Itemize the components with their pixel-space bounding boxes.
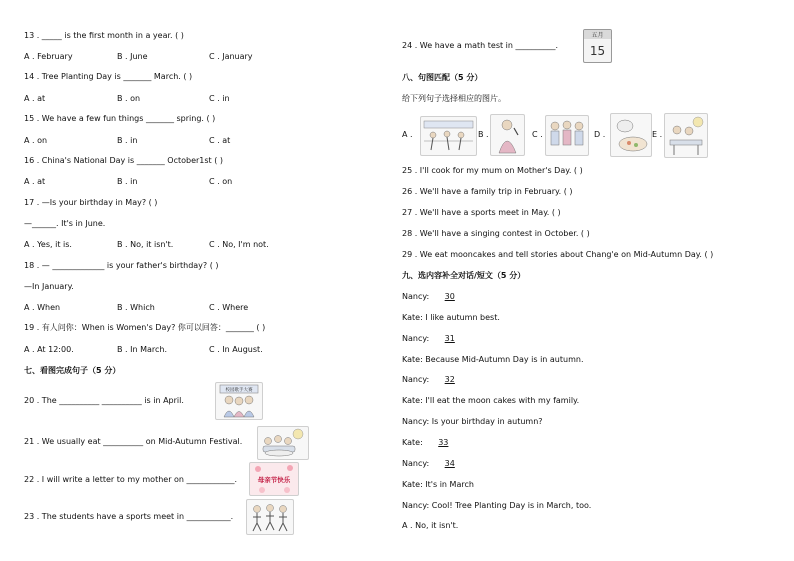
speaker-nancy: Nancy: xyxy=(402,334,430,343)
question-24: 24 . We have a math test in __________. xyxy=(402,41,559,50)
sports-meet-picture xyxy=(246,499,294,535)
calendar-day: 15 xyxy=(589,44,606,58)
dialogue-line: Kate: I'll eat the moon cakes with my family. xyxy=(402,396,580,405)
question-14: 14 . Tree Planting Day is _______ March. ( ) xyxy=(24,72,193,81)
dialogue-line: Kate: It's in March xyxy=(402,480,474,489)
q16-option-c: C . on xyxy=(209,177,233,186)
picture-d-cooking xyxy=(610,113,652,157)
answer-option-a: A . No, it isn't. xyxy=(402,521,459,530)
question-15: 15 . We have a few fun things _______ spring. ( ) xyxy=(24,114,216,123)
dialogue-line-30 xyxy=(402,291,468,302)
dialogue-line: Nancy: Cool! Tree Planting Day is in March, too. xyxy=(402,501,592,510)
q18-option-a: A . When xyxy=(24,303,61,312)
question-25: 25 . I'll cook for my mum on Mother's Day. ( ) xyxy=(402,166,583,175)
blank-32: 32 xyxy=(444,375,455,384)
picture-label-a: A . xyxy=(402,130,413,139)
q15-option-c: C . at xyxy=(209,136,231,145)
speaker-nancy: Nancy: xyxy=(402,292,430,301)
question-17-reply: —______. It's in June. xyxy=(24,219,106,228)
dialogue-line-31 xyxy=(402,333,468,344)
picture-label-e: E . xyxy=(652,130,663,139)
section-8-heading: 八、句图匹配（5 分） xyxy=(402,73,483,82)
section-7-heading: 七、看图完成句子（5 分） xyxy=(24,366,121,375)
question-26: 26 . We'll have a family trip in February. ( ) xyxy=(402,187,573,196)
dialogue-line-33 xyxy=(402,437,461,448)
q13-option-b: B . June xyxy=(117,52,148,61)
q17-option-a: A . Yes, it is. xyxy=(24,240,72,249)
mid-autumn-family-picture xyxy=(257,426,309,460)
singer-contest-picture xyxy=(215,382,263,420)
speaker-kate: Kate: xyxy=(402,438,423,447)
dialogue-line: Nancy: Is your birthday in autumn? xyxy=(402,417,543,426)
q19-option-a: A . At 12:00. xyxy=(24,345,74,354)
speaker-nancy: Nancy: xyxy=(402,375,430,384)
q19-option-c: C . In August. xyxy=(209,345,263,354)
speaker-nancy: Nancy: xyxy=(402,459,430,468)
picture-b-singing xyxy=(490,114,525,156)
picture-label-c: C . xyxy=(532,130,543,139)
question-21: 21 . We usually eat __________ on Mid-Autumn Festival. xyxy=(24,437,243,446)
question-22: 22 . I will write a letter to my mother on ____________. xyxy=(24,475,238,484)
dialogue-line: Kate: I like autumn best. xyxy=(402,313,500,322)
question-27: 27 . We'll have a sports meet in May. ( ) xyxy=(402,208,561,217)
q14-option-a: A . at xyxy=(24,94,46,103)
q19-option-b: B . In March. xyxy=(117,345,168,354)
mothers-day-picture xyxy=(249,462,299,496)
blank-30: 30 xyxy=(444,292,455,301)
q15-option-a: A . on xyxy=(24,136,48,145)
question-20: 20 . The __________ __________ is in April. xyxy=(24,396,184,405)
blank-34: 34 xyxy=(444,459,455,468)
question-19: 19 . 有人问你：When is Women's Day? 你可以回答：_______ ( ) xyxy=(24,323,266,332)
blank-33: 33 xyxy=(438,438,449,447)
question-29: 29 . We eat mooncakes and tell stories about Chang'e on Mid-Autumn Day. ( ) xyxy=(402,250,714,259)
question-17: 17 . —Is your birthday in May? ( ) xyxy=(24,198,158,207)
dialogue-line-32 xyxy=(402,374,468,385)
blank-31: 31 xyxy=(444,334,455,343)
question-13: 13 . _____ is the first month in a year. ( ) xyxy=(24,31,184,40)
section-8-instruction: 给下列句子选择相应的图片。 xyxy=(402,94,506,103)
picture-e-mooncake xyxy=(664,113,708,158)
picture-label-d: D . xyxy=(594,130,606,139)
mothers-day-caption: 母亲节快乐 xyxy=(257,476,291,484)
q15-option-b: B . in xyxy=(117,136,138,145)
picture-label-b: B . xyxy=(478,130,489,139)
question-18-reply: —In January. xyxy=(24,282,74,291)
dialogue-line-34 xyxy=(402,458,468,469)
question-16: 16 . China's National Day is _______ October1st ( ) xyxy=(24,156,224,165)
q18-option-b: B . Which xyxy=(117,303,155,312)
question-18: 18 . — _____________ is your father's birthday? ( ) xyxy=(24,261,219,270)
q14-option-c: C . in xyxy=(209,94,230,103)
section-9-heading: 九、选内容补全对话/短文（5 分） xyxy=(402,271,526,280)
question-28: 28 . We'll have a singing contest in October. ( ) xyxy=(402,229,590,238)
singer-contest-banner: 校园歌手大赛 xyxy=(225,388,253,393)
q14-option-b: B . on xyxy=(117,94,141,103)
q17-option-c: C . No, I'm not. xyxy=(209,240,269,249)
question-23: 23 . The students have a sports meet in ___________. xyxy=(24,512,234,521)
calendar-month: 五月 xyxy=(591,32,604,39)
q17-option-b: B . No, it isn't. xyxy=(117,240,174,249)
q16-option-b: B . in xyxy=(117,177,138,186)
q13-option-c: C . January xyxy=(209,52,253,61)
q18-option-c: C . Where xyxy=(209,303,249,312)
q16-option-a: A . at xyxy=(24,177,46,186)
q13-option-a: A . February xyxy=(24,52,73,61)
picture-a-sports xyxy=(420,116,477,156)
picture-c-family xyxy=(545,115,589,156)
dialogue-line: Kate: Because Mid-Autumn Day is in autumn. xyxy=(402,355,584,364)
calendar-picture xyxy=(583,29,612,63)
